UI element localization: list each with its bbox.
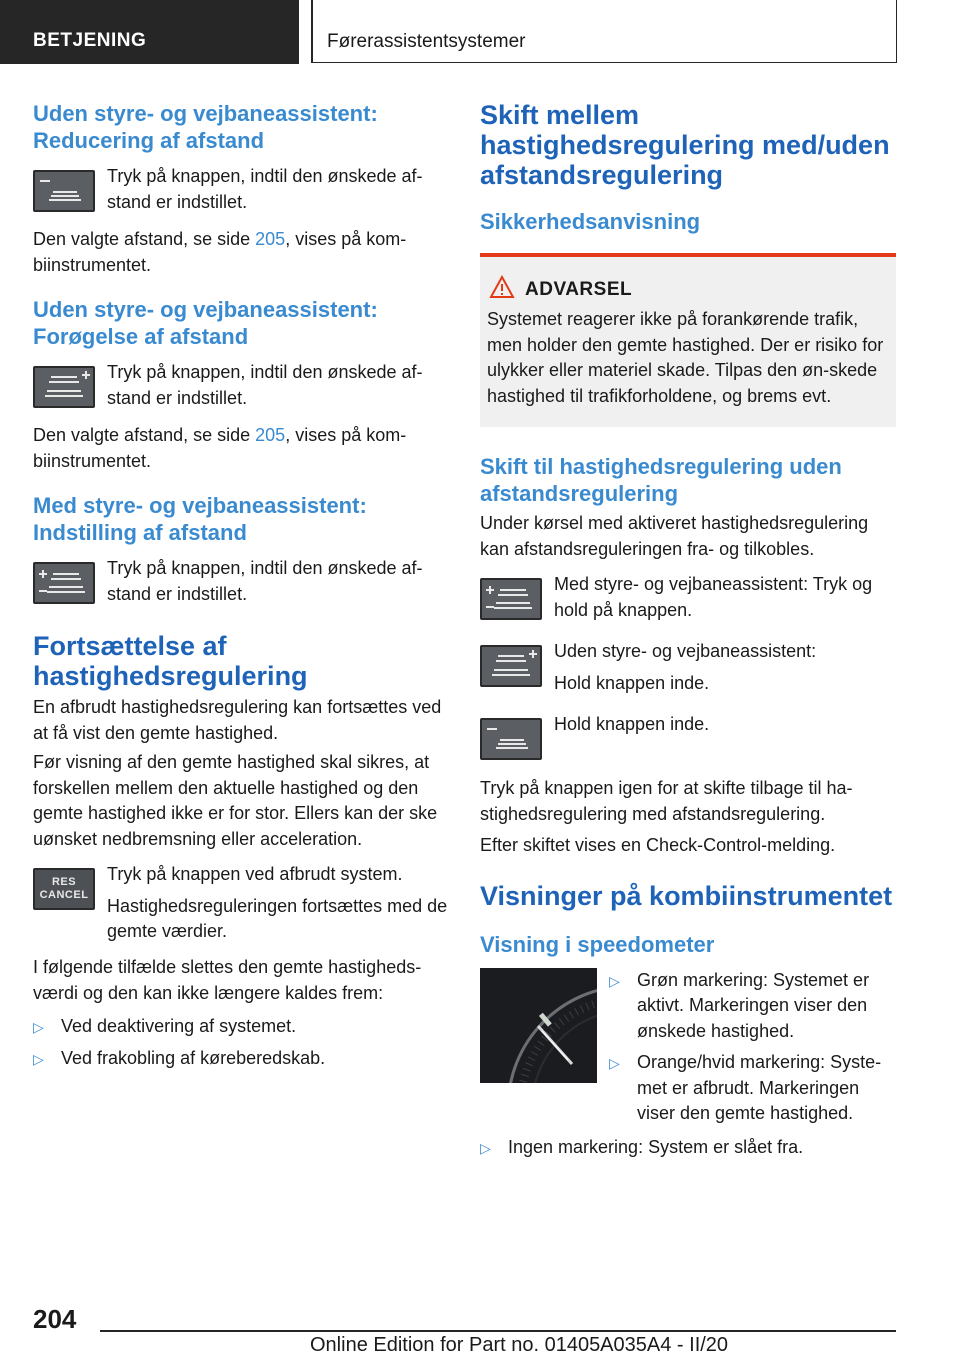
heading-switch-without-distance: Skift til hastighedsregulering uden afstandsregulering: [480, 454, 842, 506]
distance-plus-button-icon: [480, 645, 542, 687]
distance-plus-button-icon: [33, 366, 95, 408]
reduce-distance-note: [33, 227, 448, 278]
heading-safety: Sikkerhedsanvisning: [480, 209, 701, 234]
header-section-tab: [0, 0, 299, 64]
list-item-text: Ved deaktivering af systemet.: [61, 1016, 297, 1036]
page-link-205[interactable]: 205: [255, 229, 286, 249]
note-text-a: Den valgte afstand, se side: [33, 229, 256, 249]
list-item: [609, 1050, 896, 1127]
bullet-triangle-icon: ▷: [480, 1139, 491, 1156]
switch-btn3-text: Hold knappen inde.: [554, 714, 710, 734]
distance-toggle-row: [33, 556, 448, 607]
switch-paragraph-1: Under kørsel med aktiveret hastighedsregulering kan afstandsreguleringen fra- og tilkobles.: [480, 513, 869, 559]
cancel-label: CANCEL: [39, 889, 89, 901]
heading-switch-modes: Skift mellem hastighedsregulering med/uden afstandsregulering: [480, 100, 890, 190]
switch-paragraph-2: Tryk på knappen igen for at skifte tilbage til ha-stighedsregulering med afstandsregulering.: [480, 778, 853, 824]
warning-box: [480, 253, 896, 427]
switch-button-row-1: [480, 572, 896, 623]
left-column: [33, 100, 448, 1071]
footer-edition: Online Edition for Part no. 01405A035A4 - II/20: [310, 1334, 729, 1356]
heading-instrument-displays: Visninger på kombiinstrumentet: [480, 880, 893, 911]
distance-toggle-button-icon: [33, 562, 95, 604]
page-number: 204: [33, 1304, 77, 1334]
list-item-text: Grøn markering: Systemet er aktivt. Markeringen viser den ønskede hastighed.: [637, 969, 870, 1041]
heading-reduce-distance: Uden styre- og vejbaneassistent: Reducering af afstand: [33, 101, 378, 153]
resume-paragraph-3: I følgende tilfælde slettes den gemte hastigheds-værdi og den kan ikke længere kaldes frem:: [33, 957, 422, 1003]
switch-btn2-text-a: Uden styre- og vejbaneassistent:: [554, 641, 817, 661]
bullet-triangle-icon: ▷: [33, 1019, 44, 1035]
increase-distance-note: [33, 423, 448, 474]
heading-resume-speed-control: Fortsættelse af hastighedsregulering: [33, 631, 308, 691]
list-item-text: Ingen markering: System er slået fra.: [508, 1136, 804, 1157]
right-column: [480, 100, 896, 1160]
list-item: [33, 1014, 448, 1040]
footer-divider: [100, 1330, 896, 1332]
switch-button-row-3: [480, 712, 896, 760]
header-chapter-label: Førerassistentsystemer: [327, 31, 526, 52]
bullet-triangle-icon: ▷: [609, 972, 620, 989]
list-item: [480, 1135, 896, 1161]
note-text-b: , vises på kom-biinstrumentet.: [33, 425, 407, 471]
warning-title: [525, 279, 888, 301]
distance-minus-button-icon: [33, 170, 95, 212]
heading-increase-distance: Uden styre- og vejbaneassistent: Forøgelse af afstand: [33, 297, 378, 349]
page-link-205[interactable]: 205: [255, 425, 286, 445]
res-cancel-button-icon: [33, 868, 95, 910]
bullet-triangle-icon: ▷: [33, 1050, 44, 1067]
heading-speedometer-display: Visning i speedometer: [480, 931, 715, 957]
bullet-triangle-icon: ▷: [609, 1055, 620, 1071]
warning-triangle-icon: [489, 275, 515, 305]
set-distance-instruction: Tryk på knappen, indtil den ønskede af-stand er indstillet.: [107, 558, 423, 604]
switch-btn1-text: Med styre- og vejbaneassistent: Tryk og hold på knappen.: [554, 574, 873, 620]
header-section-label: BETJENING: [33, 30, 147, 51]
switch-button-row-2: [480, 639, 896, 696]
reduce-distance-instruction: Tryk på knappen, indtil den ønskede af-stand er indstillet.: [107, 166, 423, 212]
resume-paragraph-2: Før visning af den gemte hastighed skal sikres, at forskellen mellem den aktuelle hastighed og den gemte hastighed ikke er for stor. Ellers kan der ske uønsket nedbremsning eller acceleration.: [33, 752, 438, 849]
speedometer-image: [480, 968, 597, 1083]
increase-distance-instruction: Tryk på knappen, indtil den ønskede af-stand er indstillet.: [107, 362, 423, 408]
list-item: [33, 1046, 448, 1072]
distance-minus-button-icon: [480, 718, 542, 760]
switch-paragraph-3: Efter skiftet vises en Check-Control-melding.: [480, 835, 836, 855]
speedometer-row: [480, 968, 896, 1127]
res-result: Hastighedsreguleringen fortsættes med de gemte værdier.: [107, 895, 448, 941]
list-item: [609, 968, 896, 1045]
switch-btn2-text-b: Hold knappen inde.: [554, 672, 710, 693]
heading-set-distance: Med styre- og vejbaneassistent: Indstilling af afstand: [33, 493, 367, 545]
list-item-text: Orange/hvid markering: Syste-met er afbrudt. Markeringen viser den gemte hastighed.: [637, 1052, 882, 1123]
list-item-text: Ved frakobling af køreberedskab.: [61, 1047, 326, 1068]
res-instruction: Tryk på knappen ved afbrudt system.: [107, 864, 403, 884]
note-text-a: Den valgte afstand, se side: [33, 425, 256, 445]
distance-toggle-button-icon: [480, 578, 542, 620]
resume-paragraph-1: En afbrudt hastighedsregulering kan fortsættes ved at få vist den gemte hastighed.: [33, 697, 442, 743]
deletion-cases-list: [33, 1014, 448, 1071]
distance-plus-row: [33, 360, 448, 411]
speedometer-states-list-2: [480, 1135, 896, 1161]
speedometer-states-list: [609, 968, 896, 1127]
res-label: RES: [51, 876, 77, 888]
header-chapter-tab: [311, 0, 897, 63]
note-text-b: , vises på kom-biinstrumentet.: [33, 229, 407, 275]
warning-title-text: ADVARSEL: [525, 279, 633, 300]
distance-minus-row: [33, 164, 448, 215]
warning-text: Systemet reagerer ikke på forankørende trafik, men holder den gemte hastighed. Der er risiko for ulykker eller materiel skade. Tilpas den øn-skede hastighed til trafikforholdene, og brems evt.: [487, 309, 884, 406]
